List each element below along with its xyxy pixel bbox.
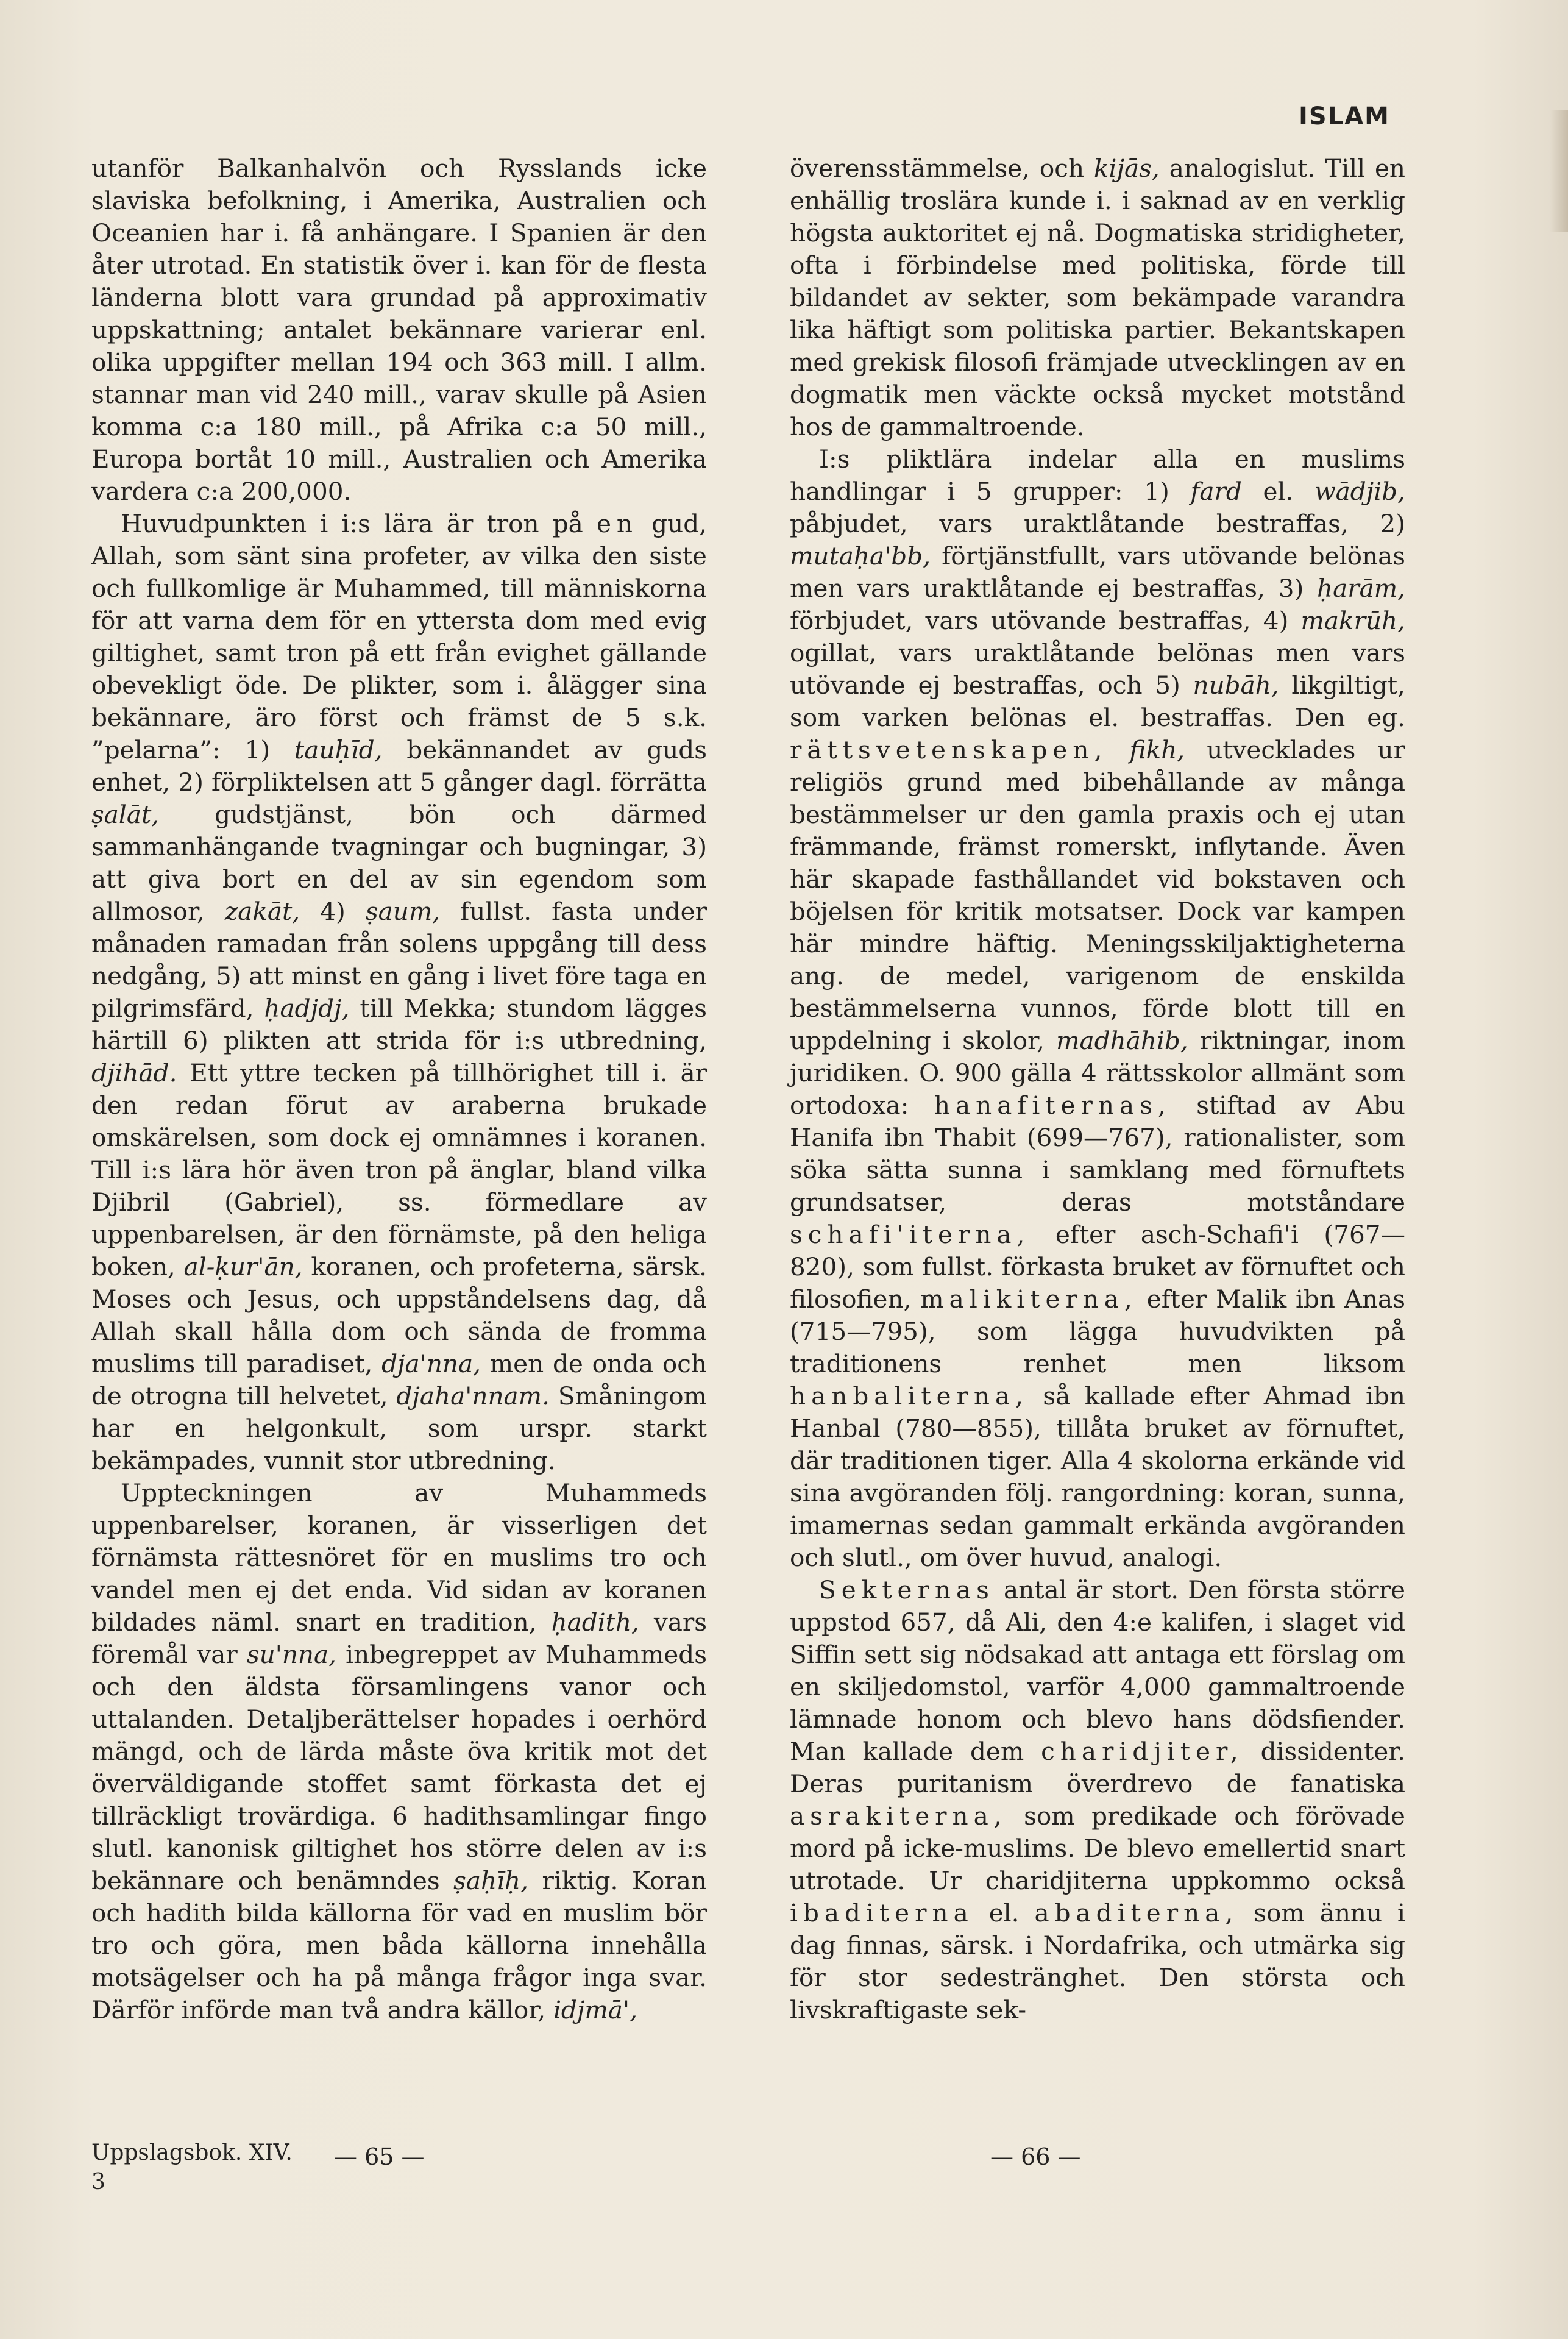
- running-head: ISLAM: [1299, 102, 1390, 130]
- page-number-left: — 65 —: [334, 2143, 425, 2170]
- edge-stain: [1550, 110, 1568, 232]
- paragraph: Sekternas antal är stort. Den första större uppstod 657, då Ali, den 4:e kalifen, i slaget vid Siffin sett sig nödsakad att antaga ett förslag om en skiljedomstol, varför 4,000 gammaltroende lämnade honom och blevo hans dödsfiender. Man kallade dem charidjiter, dissidenter. Deras puritanism överdrevo de fanatiska asrakiterna, som predikade och förövade mord på icke-muslims. De blevo emellertid snart utrotade. Ur charidjiterna uppkommo också ibaditerna el. abaditerna, som ännu i dag finnas, särsk. i Nordafrika, och utmärka sig för stor sedestränghet. Den största och livskraftigaste sek-: [790, 1575, 1405, 2024]
- paragraph: utanför Balkanhalvön och Rysslands icke slaviska befolkning, i Amerika, Australien och Oceanien har i. få anhängare. I Spanien är den åter utrotad. En statistik över i. kan för de flesta länderna blott vara grundad på approximativ uppskattning; antalet bekännare varierar enl. olika uppgifter mellan 194 och 363 mill. I allm. stannar man vid 240 mill., varav skulle på Asien komma c:a 180 mill., på Afrika c:a 50 mill., Europa bortåt 10 mill., Australien och Amerika vardera c:a 200,000.: [91, 154, 707, 506]
- paragraph: Uppteckningen av Muhammeds uppenbarelser, koranen, är visserligen det förnämsta rättesnöret för en muslims tro och vandel men ej det enda. Vid sidan av koranen bildades näml. snart en tradition, ḥadith, vars föremål var su'nna, inbegreppet av Muhammeds och den äldsta församlingens vanor och uttalanden. Detaljberättelser hopades i oerhörd mängd, och de lärda måste öva kritik mot det överväldigande stoffet samt förkasta det ej tillräckligt trovärdiga. 6 hadithsamlingar fingo slutl. kanonisk giltighet hos större delen av i:s bekännare och benämndes ṣaḥīḥ, riktig. Koran och hadith bilda källorna för vad en muslim bör tro och göra, men båda källorna innehålla motsägelser och ha på många frågor inga svar. Därför införde man två andra källor, idjmā',: [91, 1478, 708, 2024]
- paragraph: Huvudpunkten i i:s lära är tron på en gud, Allah, som sänt sina profeter, av vilka den siste och fullkomlige är Muhammed, till människorna för att varna dem för en yttersta dom med evig giltighet, samt tron på ett från evighet gällande obevekligt öde. De plikter, som i. ålägger sina bekännare, äro först och främst de 5 s.k. ”pelarna”: 1) tauḥīd, bekännandet av guds enhet, 2) förpliktelsen att 5 gånger dagl. förrätta ṣalāt, gudstjänst, bön och därmed sammanhängande tvagningar och bugningar, 3) att giva bort en del av sin egendom som allmosor, zakāt, 4) ṣaum, fullst. fasta under månaden ramadan från solens uppgång till dess nedgång, 5) att minst en gång i livet före taga en pilgrimsfärd, ḥadjdj, till Mekka; stundom lägges härtill 6) plikten att strida för i:s utbredning, djihād. Ett yttre tecken på tillhörighet till i. är den redan förut av araberna brukade omskärelsen, som dock ej omnämnes i koranen. Till i:s lära hör även tron på änglar, bland vilka Djibril (Gabriel), ss. förmedlare av uppenbarelsen, är den förnämste, på den heliga boken, al-ḳur'ān, koranen, och profeterna, särsk. Moses och Jesus, och uppståndelsens dag, då Allah skall hålla dom och sända de fromma muslims till paradiset, dja'nna, men de onda och de otrogna till helvetet, djaha'nnam. Småningom har en helgonkult, som urspr. starkt bekämpades, vunnit stor utbredning.: [91, 509, 708, 1475]
- signature-mark: 3: [91, 2170, 105, 2195]
- footer-signature: [91, 2138, 293, 2197]
- volume-label: Uppslagsbok. XIV.: [91, 2140, 293, 2165]
- left-column: [91, 152, 707, 2026]
- paragraph: I:s pliktlära indelar alla en muslims handlingar i 5 grupper: 1) fard el. wādjib, påbjudet, vars uraktlåtande bestraffas, 2) mutaḥa'bb, förtjänstfullt, vars utövande belönas men vars uraktlåtande ej bestraffas, 3) ḥarām, förbjudet, vars utövande bestraffas, 4) makrūh, ogillat, vars uraktlåtande belönas men vars utövande ej bestraffas, och 5) nubāh, likgiltigt, som varken belönas el. bestraffas. Den eg. rättsvetenskapen, fikh, utvecklades ur religiös grund med bibehållande av många bestämmelser ur den gamla praxis och ej utan främmande, främst romerskt, inflytande. Även här skapade fasthållandet vid bokstaven och böjelsen för kritik motsatser. Dock var kampen här mindre häftig. Meningsskiljaktigheterna ang. de medel, varigenom de enskilda bestämmelserna vunnos, förde blott till en uppdelning i skolor, madhāhib, riktningar, inom juridiken. O. 900 gälla 4 rättsskolor allmänt som ortodoxa: hanafiternas, stiftad av Abu Hanifa ibn Thabit (699—767), rationalister, som söka sätta sunna i samklang med förnuftets grundsatser, deras motståndare schafi'iterna, efter asch-Schafi'i (767—820), som fullst. förkasta bruket av förnuftet och filosofien, malikiterna, efter Malik ibn Anas (715—795), som lägga huvudvikten på traditionens renhet men liksom hanbaliterna, så kallade efter Ahmad ibn Hanbal (780—855), tillåta bruket av förnuftet, där traditionen tiger. Alla 4 skolorna erkände vid sina avgöranden följ. rangordning: koran, sunna, imamernas sedan gammalt erkända avgöranden och slutl., om över huvud, analogi.: [790, 444, 1406, 1572]
- page-number-right: — 66 —: [990, 2143, 1081, 2170]
- paragraph: överensstämmelse, och kijās, analogislut. Till en enhällig troslära kunde i. i saknad av en verklig högsta auktoritet ej nå. Dogmatiska stridigheter, ofta i förbindelse med politiska, förde till bildandet av sekter, som bekämpade varandra lika häftigt som politiska partier. Bekantskapen med grekisk filosofi främjade utvecklingen av en dogmatik men väckte också mycket motstånd hos de gammaltroende.: [790, 154, 1406, 441]
- right-column: [790, 152, 1405, 2026]
